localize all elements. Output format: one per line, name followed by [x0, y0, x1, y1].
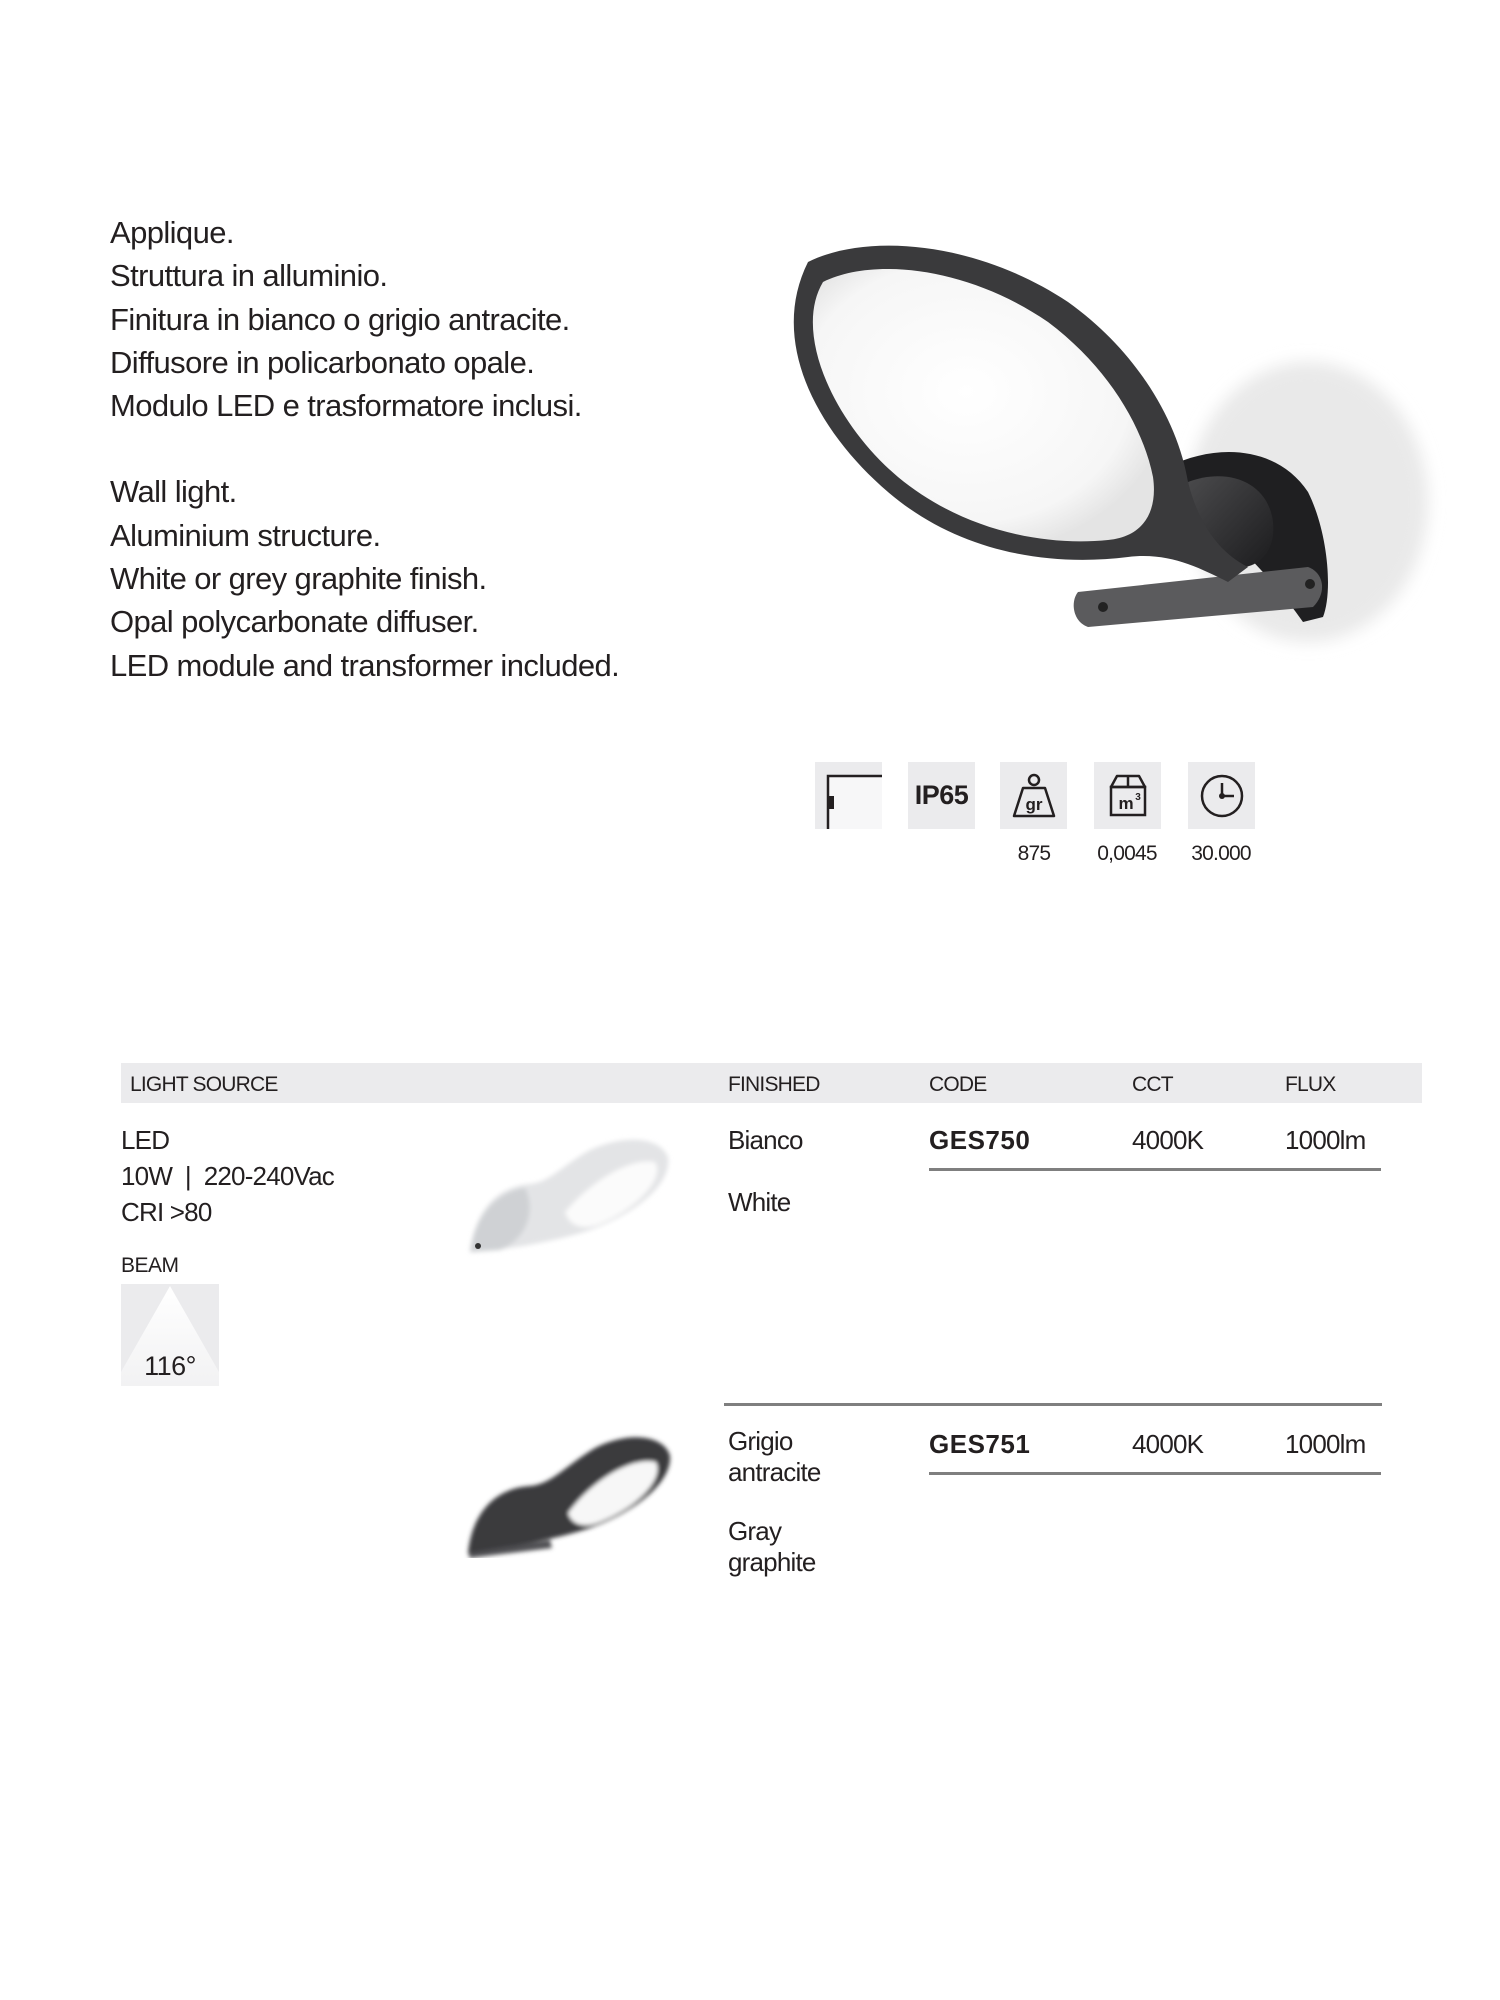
desc-it-line: Modulo LED e trasformatore inclusi. — [110, 388, 582, 424]
row2-code: GES751 — [929, 1429, 1031, 1459]
lifetime-value: 30.000 — [1191, 842, 1251, 865]
light-source-power: 10W | 220-240Vac — [121, 1161, 334, 1191]
beam-angle-icon — [121, 1284, 219, 1386]
row-separator — [724, 1403, 1382, 1406]
light-source-type: LED — [121, 1125, 170, 1155]
desc-it-line: Struttura in alluminio. — [110, 258, 388, 294]
product-thumb-white — [440, 1122, 675, 1262]
desc-it-line: Applique. — [110, 215, 234, 250]
row1-flux: 1000lm — [1285, 1125, 1366, 1155]
header-cct: CCT — [1132, 1073, 1173, 1096]
header-flux: FLUX — [1285, 1073, 1336, 1096]
ip-rating-label: IP65 — [914, 780, 969, 810]
row1-finish-en: White — [728, 1187, 791, 1217]
light-source-cri: CRI >80 — [121, 1197, 212, 1227]
row2-finish-it-line1: Grigio — [728, 1426, 793, 1456]
lifetime-clock-icon — [1188, 762, 1255, 829]
row2-code-underline — [929, 1472, 1381, 1475]
header-code: CODE — [929, 1073, 987, 1096]
wall-mount-icon — [815, 762, 882, 829]
row1-cct: 4000K — [1132, 1125, 1204, 1155]
row1-code: GES750 — [929, 1125, 1031, 1155]
volume-box-icon — [1094, 762, 1161, 829]
volume-value: 0,0045 — [1097, 842, 1157, 865]
weight-value: 875 — [1017, 842, 1051, 865]
svg-text:3: 3 — [1134, 791, 1141, 803]
desc-en-line: Wall light. — [110, 474, 237, 510]
header-light-source: LIGHT SOURCE — [130, 1073, 278, 1096]
svg-text:gr: gr — [1025, 794, 1042, 814]
product-description — [110, 211, 619, 687]
desc-it-line: Finitura in bianco o grigio antracite. — [110, 301, 570, 337]
row2-cct: 4000K — [1132, 1429, 1204, 1459]
beam-label: BEAM — [121, 1254, 179, 1277]
desc-en-line: LED module and transformer included. — [110, 647, 620, 683]
product-thumb-graphite — [440, 1418, 675, 1558]
row2-finish-en-line1: Gray — [728, 1516, 782, 1546]
svg-text:m: m — [1117, 793, 1134, 813]
row1-code-underline — [929, 1168, 1381, 1171]
row1-finish-it: Bianco — [728, 1125, 803, 1155]
desc-en-line: White or grey graphite finish. — [110, 561, 487, 597]
weight-icon — [1000, 762, 1067, 829]
product-hero-image — [748, 222, 1468, 662]
row2-finish-en — [728, 1516, 816, 1578]
row2-finish-it — [728, 1426, 821, 1488]
row2-flux: 1000lm — [1285, 1429, 1366, 1459]
header-finished: FINISHED — [728, 1073, 820, 1096]
row2-finish-en-line2: graphite — [728, 1547, 816, 1577]
desc-it-line: Diffusore in policarbonato opale. — [110, 344, 535, 380]
beam-angle-value: 116° — [144, 1351, 196, 1381]
ip-rating-icon — [908, 762, 975, 829]
row2-finish-it-line2: antracite — [728, 1457, 821, 1487]
desc-en-line: Opal polycarbonate diffuser. — [110, 604, 479, 640]
desc-en-line: Aluminium structure. — [110, 517, 381, 553]
